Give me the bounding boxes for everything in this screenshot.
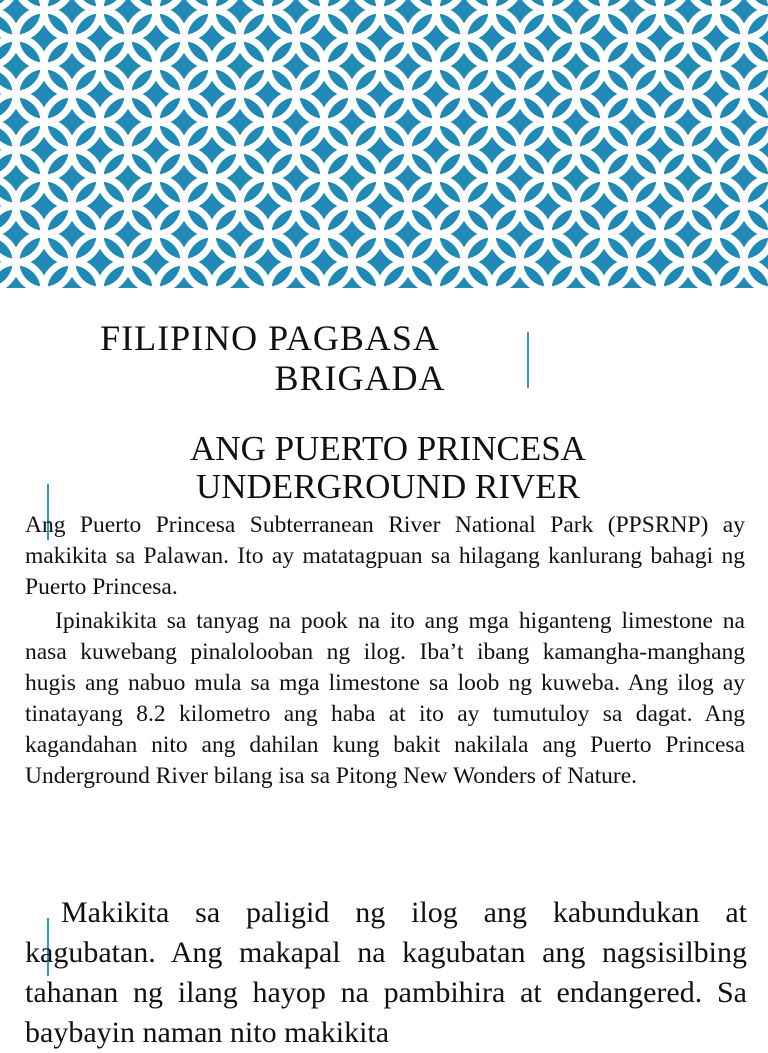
- slide-title-line1: FILIPINO PAGBASA: [100, 318, 440, 358]
- article-title-line2: UNDERGROUND RIVER: [195, 467, 581, 506]
- slide-title: [0, 318, 540, 398]
- article-title-line1: ANG PUERTO PRINCESA: [190, 429, 586, 468]
- article-paragraph-1: Ang Puerto Princesa Subterranean River National Park (PPSRNP) ay makikita sa Palawan. Ito ay matatagpuan sa hilagang kanlurang bahagi ng Puerto Princesa.: [25, 512, 745, 600]
- article-title: [0, 430, 768, 506]
- slide-title-line2: BRIGADA: [274, 358, 446, 398]
- header-pattern-banner: [0, 0, 768, 288]
- article-paragraph-2: Ipinakikita sa tanyag na pook na ito ang mga higanteng limestone na nasa kuwebang pinalolooban ng ilog. Iba’t ibang kamangha-manghang hugis ang nabuo mula sa mga limestone sa loob ng kuweba. Ang ilog ay tinatayang 8.2 kilometro ang haba at ito ay tumutuloy sa dagat. Ang kagandahan nito ang dahilan kung bakit nakilala ang Puerto Princesa Underground River bilang isa sa Pitong New Wonders of Nature.: [25, 608, 745, 789]
- article-paragraph-3: Makikita sa paligid ng ilog ang kabundukan at kagubatan. Ang makapal na kagubatan ang nagsisilbing tahanan ng ilang hayop na pambihira at endangered. Sa baybayin naman nito makikita: [25, 896, 747, 1049]
- interlocking-circles-pattern-icon: [0, 0, 768, 288]
